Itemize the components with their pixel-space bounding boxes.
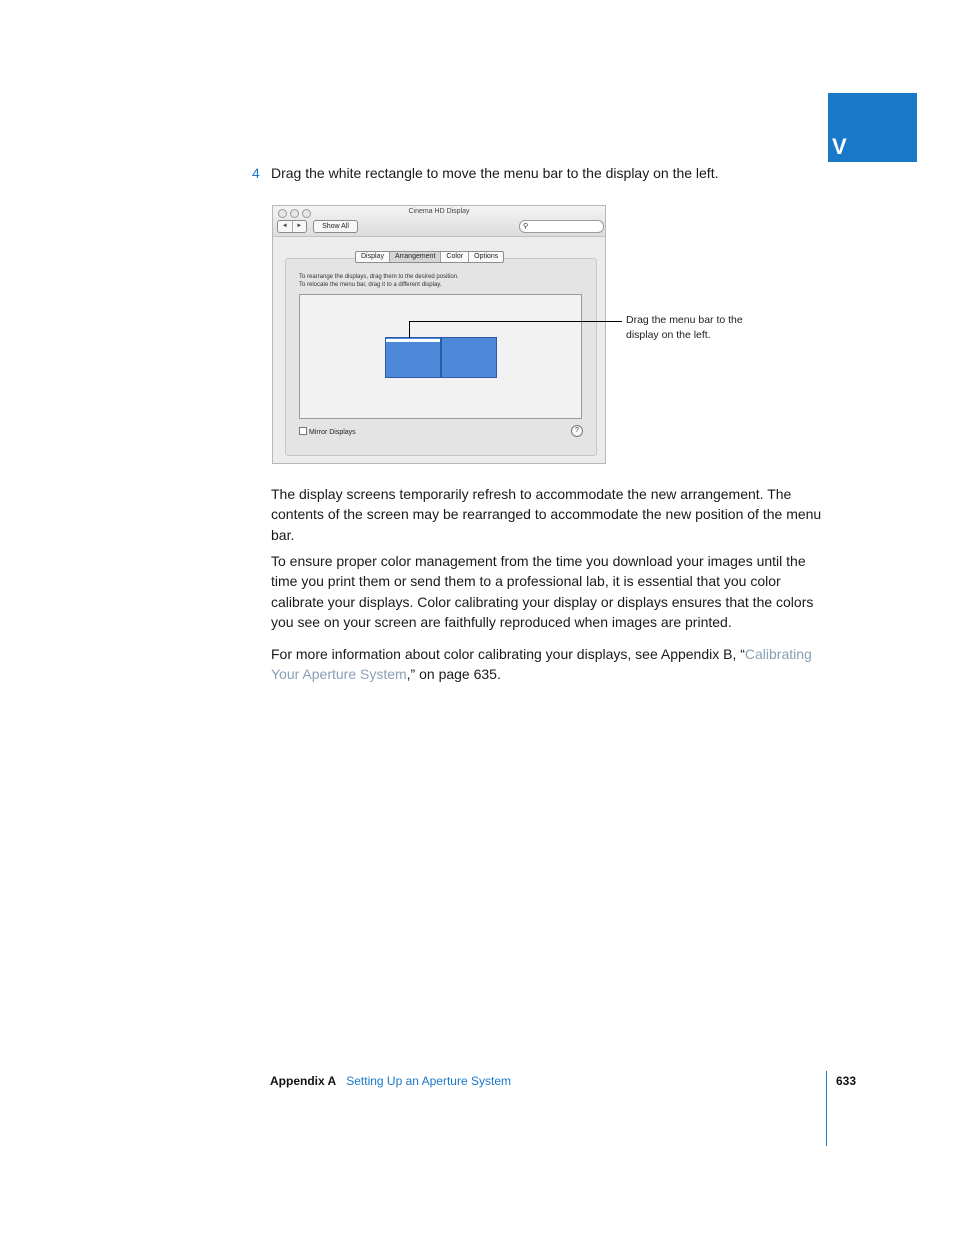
search-field[interactable] — [519, 220, 604, 233]
part-label: V — [832, 134, 847, 159]
paragraph-text: For more information about color calibrating your displays, see Appendix B, “ — [271, 646, 745, 662]
appendix-label: Appendix A — [270, 1074, 337, 1088]
page-number: 633 — [836, 1074, 857, 1088]
tab-color[interactable]: Color — [440, 252, 468, 262]
callout-line-1: Drag the menu bar to the — [626, 314, 743, 326]
tab-options[interactable]: Options — [468, 252, 503, 262]
arrangement-instructions — [299, 273, 459, 289]
part-tab — [828, 93, 917, 162]
mirror-displays-checkbox[interactable] — [299, 427, 356, 437]
instruction-line: To rearrange the displays, drag them to the desired position. — [299, 274, 459, 280]
step-number: 4 — [252, 165, 260, 181]
body-paragraph: The display screens temporarily refresh to accommodate the new arrangement. The contents of the screen may be rearranged to accommodate the new position of the menu bar. — [271, 486, 822, 543]
footer-chapter — [270, 1073, 511, 1089]
callout-line — [409, 322, 410, 338]
window-title: Cinema HD Display — [408, 208, 470, 215]
tab-arrangement[interactable]: Arrangement — [389, 252, 440, 262]
callout-line-2: display on the left. — [626, 329, 711, 341]
instruction-line: To relocate the menu bar, drag it to a different display. — [299, 282, 442, 288]
paragraph-text: ,” on page 635. — [406, 666, 501, 683]
appendix-title-link[interactable]: Setting Up an Aperture System — [346, 1074, 511, 1088]
callout-line — [409, 321, 622, 322]
calibrating-link[interactable]: Calibrating Your Aperture System — [271, 646, 812, 683]
footer-divider — [826, 1071, 827, 1146]
step-instruction — [252, 163, 718, 183]
body-paragraph — [271, 644, 831, 685]
back-icon[interactable]: ◄ — [281, 223, 288, 229]
checkbox-icon[interactable] — [299, 427, 307, 435]
search-icon: ⚲ — [523, 223, 529, 230]
callout-text — [626, 313, 766, 343]
display-right[interactable] — [441, 337, 497, 378]
step-text: Drag the white rectangle to move the menu bar to the display on the left. — [271, 165, 719, 181]
preferences-window-screenshot — [272, 205, 606, 464]
tab-bar — [355, 251, 504, 263]
nav-buttons — [277, 220, 307, 233]
menu-bar-handle[interactable] — [386, 339, 440, 342]
body-paragraph: To ensure proper color management from the time you download your images until the time you print them or send them to a professional lab, it is essential that you color calibrate your displays. Color calibrating your display or displays ensures that the colors you see on your screen are faithfully reproduced when images are printed. — [271, 553, 814, 630]
window-titlebar — [273, 206, 605, 237]
tab-display[interactable]: Display — [361, 253, 384, 260]
mirror-label: Mirror Displays — [309, 429, 356, 436]
show-all-button[interactable]: Show All — [313, 220, 358, 233]
display-left[interactable] — [385, 337, 441, 378]
forward-icon[interactable]: ► — [292, 221, 307, 232]
help-icon[interactable]: ? — [571, 425, 583, 437]
